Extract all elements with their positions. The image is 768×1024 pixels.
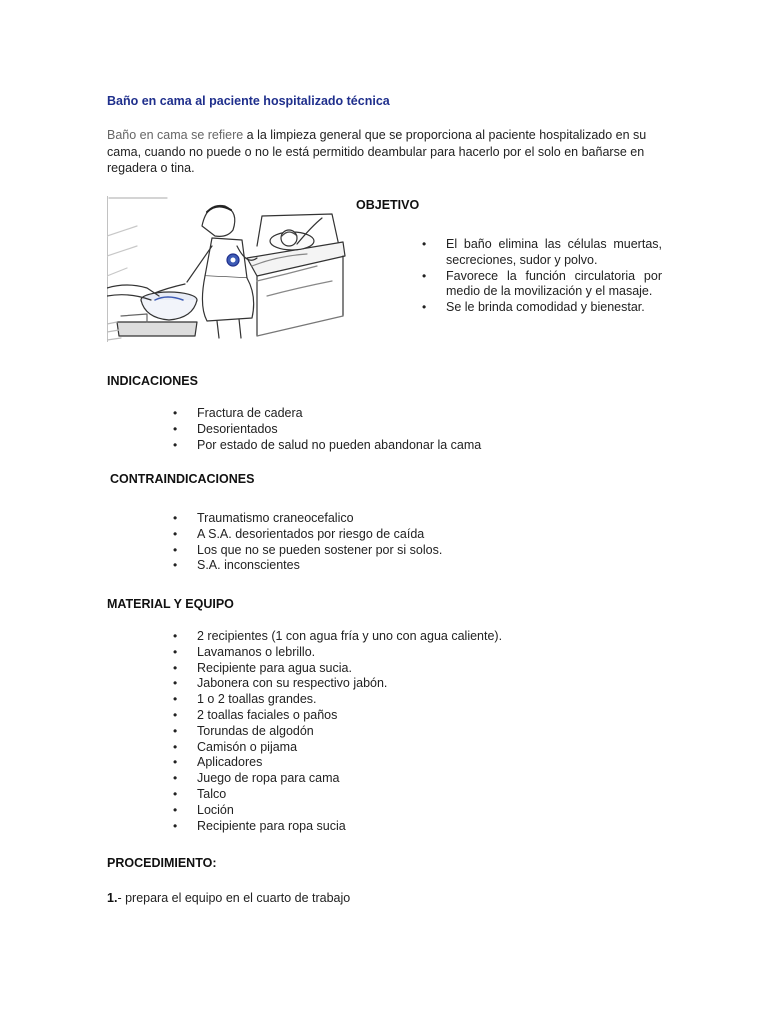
objetivo-heading: OBJETIVO: [356, 198, 420, 212]
list-item: • Recipiente para ropa sucia: [173, 819, 673, 835]
nurse-bathing-patient-illustration: [107, 196, 347, 342]
step-text: - prepara el equipo en el cuarto de trabajo: [117, 891, 351, 905]
list-item: • Jabonera con su respectivo jabón.: [173, 676, 673, 692]
list-item: • El baño elimina las células muertas, secreciones, sudor y polvo.: [422, 237, 662, 269]
intro-lead: Baño en cama se refiere: [107, 128, 244, 142]
intro-paragraph: [107, 127, 667, 177]
list-item: • Por estado de salud no pueden abandonar la cama: [173, 438, 673, 454]
list-item: • 2 toallas faciales o paños: [173, 708, 673, 724]
list-item: • Camisón o pijama: [173, 740, 673, 756]
list-item: • Traumatismo craneocefalico: [173, 511, 673, 527]
list-item: • Recipiente para agua sucia.: [173, 661, 673, 677]
indicaciones-heading: INDICACIONES: [107, 374, 198, 388]
material-heading: MATERIAL Y EQUIPO: [107, 597, 234, 611]
list-item: • Torundas de algodón: [173, 724, 673, 740]
list-item: • 1 o 2 toallas grandes.: [173, 692, 673, 708]
material-list: [173, 629, 673, 834]
list-item: • Desorientados: [173, 422, 673, 438]
contraindicaciones-list: [173, 511, 673, 574]
list-item: • A S.A. desorientados por riesgo de caída: [173, 527, 673, 543]
list-item: • Talco: [173, 787, 673, 803]
list-item: • Se le brinda comodidad y bienestar.: [422, 300, 662, 316]
objetivo-list: [422, 237, 662, 316]
list-item: • Lavamanos o lebrillo.: [173, 645, 673, 661]
list-item: • S.A. inconscientes: [173, 558, 673, 574]
list-item: • Aplicadores: [173, 755, 673, 771]
intro-text: a la limpieza general que se proporciona al paciente hospitalizado en su cama, cuando no puede o no le está permitido deambular para hacerlo por el solo en bañarse en regadera o tina.: [107, 128, 647, 175]
list-item: • Juego de ropa para cama: [173, 771, 673, 787]
list-item: • 2 recipientes (1 con agua fría y uno con agua caliente).: [173, 629, 673, 645]
procedimiento-heading: PROCEDIMIENTO:: [107, 856, 217, 870]
procedure-step-1: [107, 891, 350, 905]
list-item: • Loción: [173, 803, 673, 819]
list-item: • Los que no se pueden sostener por si solos.: [173, 543, 673, 559]
illustration-svg: [107, 196, 347, 342]
contraindicaciones-heading: CONTRAINDICACIONES: [110, 472, 255, 486]
indicaciones-list: [173, 406, 673, 453]
document-title: Baño en cama al paciente hospitalizado técnica: [107, 94, 390, 108]
step-number: 1.: [107, 891, 118, 905]
list-item: • Favorece la función circulatoria por medio de la movilización y el masaje.: [422, 269, 662, 301]
list-item: • Fractura de cadera: [173, 406, 673, 422]
